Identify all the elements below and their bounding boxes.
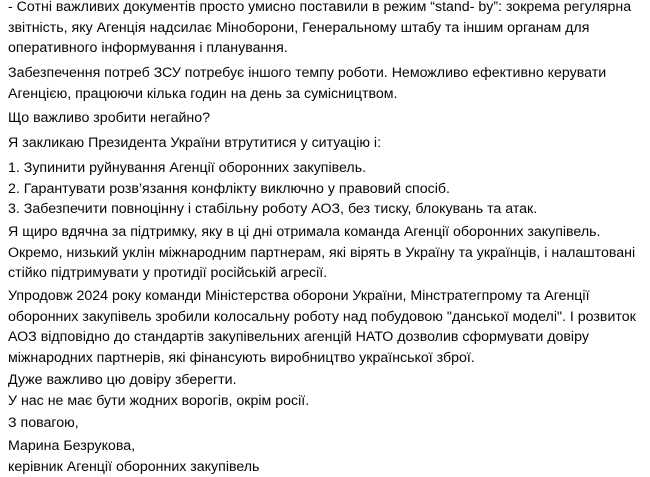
question-paragraph [8,108,210,129]
list-item: 3. Забезпечити повноцінну і стабільну роботу АОЗ, без тиску, блокувань та атак. [8,201,538,217]
text-line: міжнародних партнерів, які фінансують виробництво української зброї. [8,349,475,366]
intro-paragraph [8,0,631,59]
text-line: Я закликаю Президента України втрутитися у ситуацію і: [8,135,382,151]
text-line: Що важливо зробити негайно? [8,110,211,126]
text-line: оперативного інформування і планування. [8,40,288,56]
signature [8,436,259,477]
list-item: 1. Зупинити руйнування Агенції оборонних закупівель. [8,160,367,176]
text-line: АОЗ відповідно до стандартів закупівельних агенцій НАТО дозволив сформувати довіру [8,329,589,345]
closing-paragraph [8,413,79,434]
text-line: стійко підтримувати у протидії російській агресії. [8,265,328,281]
text-line: оборонних закупівель зробили колосальну роботу над побудовою "данської моделі". І розвиток [8,308,636,325]
text-line: Агенцією, працюючи кілька годин на день за сумісництвом. [8,85,398,102]
signature-name: Марина Безрукова, [8,438,136,454]
tempo-paragraph [8,63,606,104]
demands-list [8,158,537,220]
achievements-paragraph [8,286,636,368]
text-line: - Сотні важливих документів просто умисно поставили в режим “stand- by”: зокрема регулярна [8,0,632,15]
text-line: У нас не має бути жодних ворогів, окрім росії. [8,392,310,409]
trust-paragraph [8,370,309,411]
signature-title: керівник Агенції оборонних закупівель [8,458,260,475]
text-line: Забезпечення потреб ЗСУ потребує іншого темпу роботи. Неможливо ефективно керувати [8,65,607,81]
text-line: Упродовж 2024 року команди Міністерства оборони України, Мінстратегпрому та Агенції [8,288,590,304]
text-line: звітність, яку Агенція надсилає Міноборони, Генеральному штабу та іншим органам для [8,19,590,36]
text-line: З повагою, [8,415,79,431]
appeal-paragraph [8,133,381,154]
thanks-paragraph [8,222,635,284]
list-item: 2. Гарантувати розв’язання конфлікту виключно у правовий спосіб. [8,180,450,197]
text-line: Дуже важливо цю довіру зберегти. [8,372,237,388]
text-line: Я щиро вдячна за підтримку, яку в ці дні отримала команда Агенції оборонних закупівель. [8,224,601,240]
text-line: Окремо, низький уклін міжнародним партнерам, які вірять в Україну та українців, і налаштовані [8,244,636,261]
